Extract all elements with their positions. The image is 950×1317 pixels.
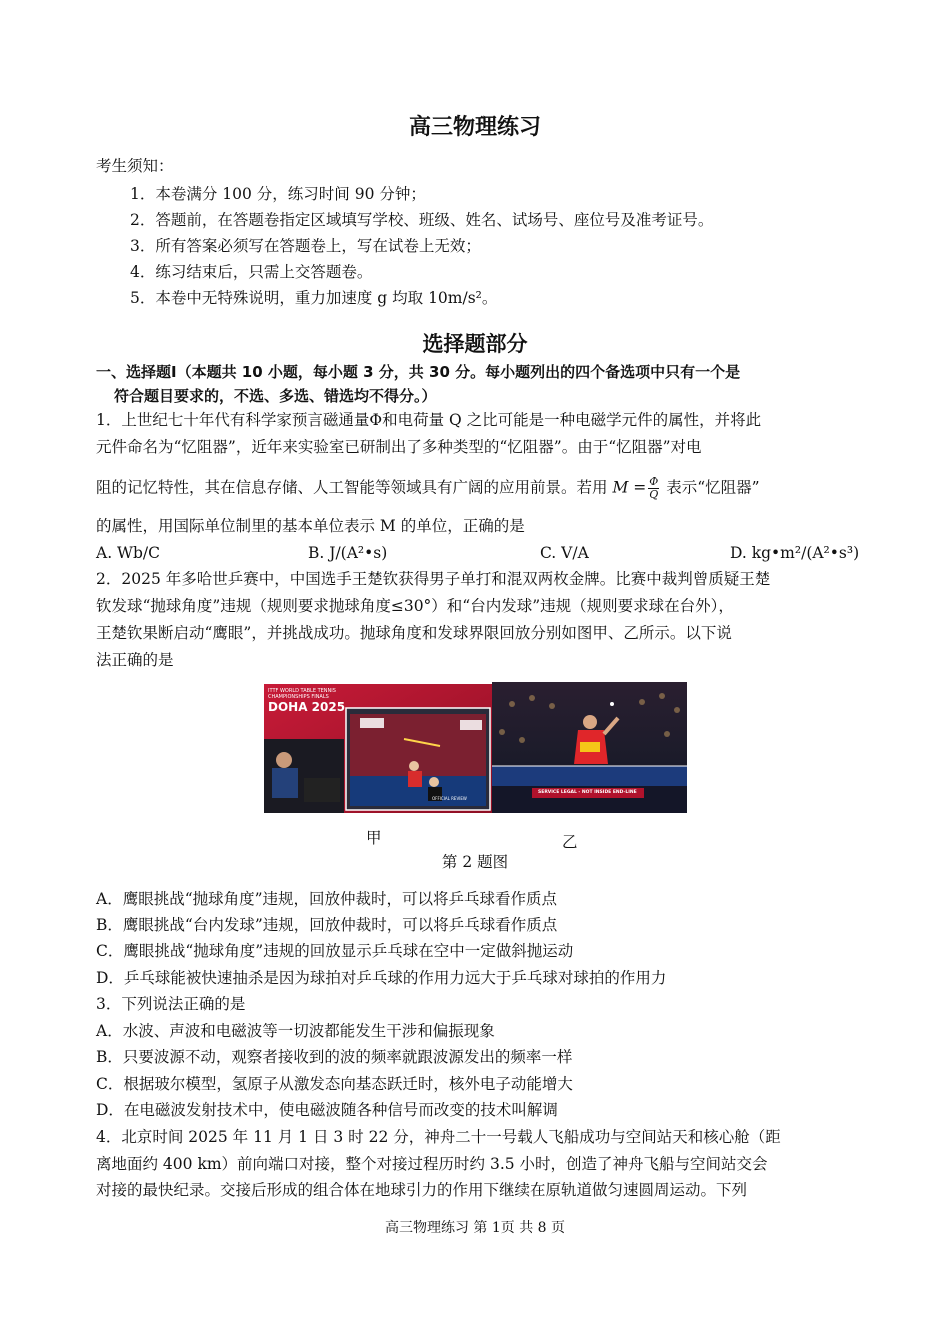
figure-right-banner: SERVICE LEGAL - NOT INSIDE END-LINE [538, 790, 637, 795]
q1-option-d: D. kg•m²/(A²•s³) [730, 544, 860, 562]
q3-option-a: A．水波、声波和电磁波等一切波都能发生干涉和偏振现象 [96, 1022, 495, 1040]
notice-item-4: 4．练习结束后，只需上交答题卷。 [130, 263, 373, 281]
section-title: 选择题部分 [422, 332, 528, 356]
q1-stem-line4: 的属性，用国际单位制里的基本单位表示 M 的单位，正确的是 [96, 517, 525, 535]
q1-formula-denominator: Q [649, 488, 659, 501]
q2-stem-line4: 法正确的是 [96, 651, 174, 669]
q2-stem-line2: 钦发球“抛球角度”违规（规则要求抛球角度≤30°）和“台内发球”违规（规则要求球在台外）， [96, 597, 734, 615]
q2-option-b: B．鹰眼挑战“台内发球”违规，回放仲裁时，可以将乒乓球看作质点 [96, 916, 558, 934]
figure-left-brand-line1: ITTF WORLD TABLE TENNIS [268, 688, 336, 694]
figure-left-brand-line2: CHAMPIONSHIPS FINALS [268, 694, 329, 700]
page-title: 高三物理练习 [408, 115, 541, 140]
q1-stem-line2: 元件命名为“忆阻器”，近年来实验室已研制出了多种类型的“忆阻器”。由于“忆阻器”对电 [96, 438, 702, 456]
figure-left-brand-line3: DOHA 2025 [268, 700, 346, 714]
q1-formula-fraction [648, 476, 659, 501]
figure-photo-left [264, 684, 492, 813]
notice-item-5: 5．本卷中无特殊说明，重力加速度 g 均取 10m/s²。 [130, 289, 498, 307]
notice-item-1: 1．本卷满分 100 分，练习时间 90 分钟； [130, 185, 426, 203]
q4-stem-line2: 离地面约 400 km）前向端口对接，整个对接过程历时约 3.5 小时，创造了神舟飞船与空间站交会 [96, 1155, 768, 1173]
notice-item-2: 2．答题前，在答题卷指定区域填写学校、班级、姓名、试场号、座位号及准考证号。 [130, 211, 714, 229]
figure-photo-right [492, 682, 687, 813]
part1-instruction-line2: 符合题目要求的，不选、多选、错选均不得分。） [114, 387, 437, 405]
q2-option-a: A．鹰眼挑战“抛球角度”违规，回放仲裁时，可以将乒乓球看作质点 [96, 890, 558, 908]
part1-instruction-line1: 一、选择题Ⅰ（本题共 10 小题，每小题 3 分，共 30 分。每小题列出的四个备选项中只有一个是 [96, 363, 741, 381]
q2-stem-line3: 王楚钦果断启动“鹰眼”，并挑战成功。抛球角度和发球界限回放分别如图甲、乙所示。以下说 [96, 624, 732, 642]
figure-left-review-label: OFFICIAL REVIEW [432, 796, 467, 801]
q3-option-b: B．只要波源不动，观察者接收到的波的频率就跟波源发出的频率一样 [96, 1048, 573, 1066]
q3-option-d: D．在电磁波发射技术中，使电磁波随各种信号而改变的技术叫解调 [96, 1101, 558, 1119]
q3-stem: 3．下列说法正确的是 [96, 995, 246, 1013]
q1-option-b: B. J/(A²•s) [308, 544, 388, 562]
figure-caption: 第 2 题图 [441, 853, 509, 871]
q1-stem-line3 [96, 476, 760, 501]
notice-item-3: 3．所有答案必须写在答题卷上，写在试卷上无效； [130, 237, 481, 255]
q1-option-c: C. V/A [540, 544, 589, 562]
q1-stem-line3-tail: 表示“忆阻器” [666, 478, 760, 497]
q2-stem-line1: 2．2025 年多哈世乒赛中，中国选手王楚钦获得男子单打和混双两枚金牌。比赛中裁判曾质疑王楚 [96, 570, 771, 588]
figure-label-right: 乙 [562, 833, 578, 851]
q2-option-c: C．鹰眼挑战“抛球角度”违规的回放显示乒乓球在空中一定做斜抛运动 [96, 942, 574, 960]
q1-formula-numerator: Φ [649, 475, 659, 488]
page-footer: 高三物理练习 第 1页 共 8 页 [384, 1220, 566, 1236]
q1-formula-lhs: M = [612, 478, 647, 497]
notice-heading: 考生须知： [96, 157, 174, 175]
q4-stem-line3: 对接的最快纪录。交接后形成的组合体在地球引力的作用下继续在原轨道做匀速圆周运动。下列 [96, 1181, 748, 1199]
q4-stem-line1: 4．北京时间 2025 年 11 月 1 日 3 时 22 分，神舟二十一号载人飞船成功与空间站天和核心舱（距 [96, 1128, 781, 1146]
q1-stem-line3-text: 阻的记忆特性，其在信息存储、人工智能等领域具有广阔的应用前景。若用 [96, 478, 608, 497]
q3-option-c: C．根据玻尔模型，氢原子从激发态向基态跃迁时，核外电子动能增大 [96, 1075, 573, 1093]
q1-option-a: A. Wb/C [96, 544, 160, 562]
q2-option-d: D．乒乓球能被快速抽杀是因为球拍对乒乓球的作用力远大于乒乓球对球拍的作用力 [96, 969, 667, 987]
figure-label-left: 甲 [366, 829, 382, 847]
q1-stem-line1: 1．上世纪七十年代有科学家预言磁通量Φ和电荷量 Q 之比可能是一种电磁学元件的属性，并将此 [96, 411, 762, 429]
